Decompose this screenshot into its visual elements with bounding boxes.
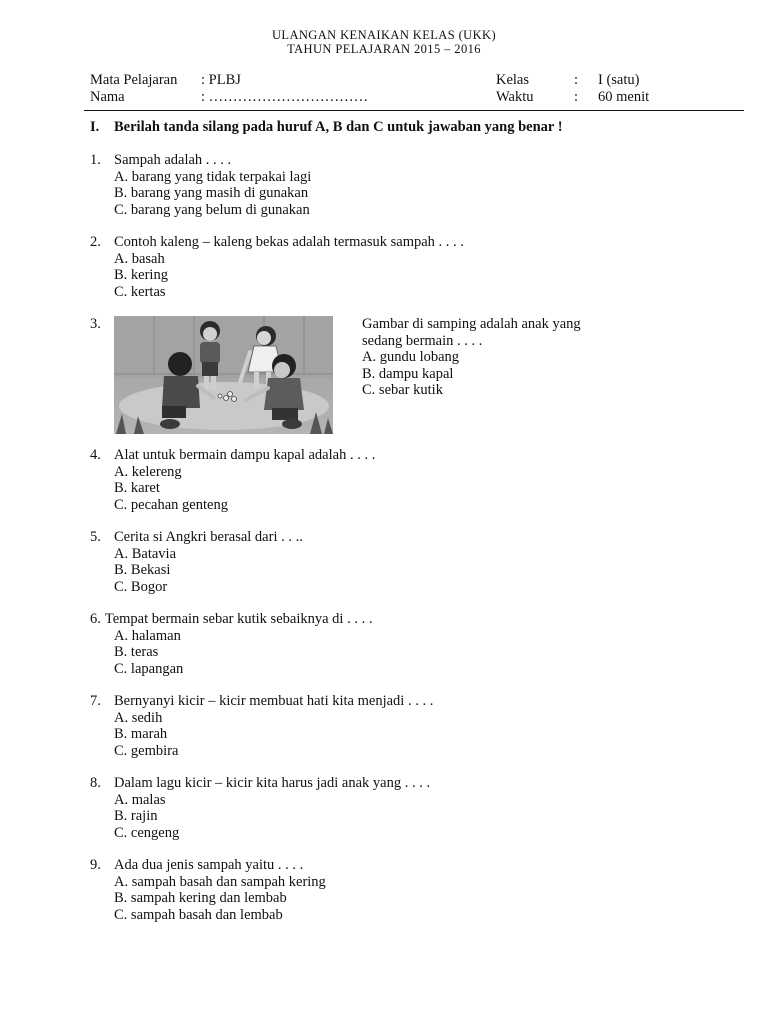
option-b[interactable]: B. teras (114, 644, 159, 660)
question-text: Alat untuk bermain dampu kapal adalah . . . . (114, 447, 376, 463)
question-text: Bernyanyi kicir – kicir membuat hati kita menjadi . . . . (114, 693, 434, 709)
option-b[interactable]: B. marah (114, 726, 168, 742)
option-c[interactable]: C. pecahan genteng (114, 496, 228, 513)
option-a[interactable]: A. sedih (114, 709, 163, 726)
option-c[interactable]: C. sampah basah dan lembab (114, 906, 283, 923)
question-number: 3. (90, 316, 101, 332)
option-a[interactable]: A. kelereng (114, 463, 182, 480)
question-number: 8. (90, 775, 101, 791)
option-a[interactable]: A. gundu lobang (362, 349, 460, 365)
option-a[interactable]: A. halaman (114, 627, 181, 644)
exam-subtitle: TAHUN PELAJARAN 2015 – 2016 (287, 42, 481, 56)
question-2 (90, 234, 464, 300)
section-number: I. (90, 119, 100, 135)
question-text-line2: sedang bermain . . . . (362, 332, 483, 349)
question-number: 1. (90, 152, 101, 168)
option-b[interactable]: B. kering (114, 267, 168, 283)
time-colon: : (574, 89, 579, 105)
option-c[interactable]: C. cengeng (114, 824, 180, 841)
name-label: Nama (90, 89, 125, 105)
option-b[interactable]: B. sampah kering dan lembab (114, 890, 287, 906)
option-b[interactable]: B. barang yang masih di gunakan (114, 185, 309, 201)
option-a[interactable]: A. basah (114, 250, 165, 267)
question-number: 7. (90, 693, 101, 709)
section-instruction (90, 119, 563, 136)
question-9 (90, 857, 326, 923)
question-text: Tempat bermain sebar kutik sebaiknya di . . . . (104, 611, 373, 627)
option-b[interactable]: B. dampu kapal (362, 365, 454, 382)
question-number: 6. (90, 611, 101, 627)
header-divider (84, 110, 744, 111)
question-number: 4. (90, 447, 101, 463)
children-playing-illustration (114, 316, 333, 434)
instruction-text: Berilah tanda silang pada huruf A, B dan C untuk jawaban yang benar ! (114, 119, 563, 135)
question-3-text (362, 316, 581, 399)
question-number: 2. (90, 234, 101, 250)
option-a[interactable]: A. malas (114, 791, 166, 808)
question-3 (90, 316, 114, 333)
question-text: Cerita si Angkri berasal dari . . .. (114, 529, 303, 545)
class-colon: : (574, 72, 579, 88)
question-text: Dalam lagu kicir – kicir kita harus jadi anak yang . . . . (114, 775, 431, 791)
question-number: 5. (90, 529, 101, 545)
question-text-line1: Gambar di samping adalah anak yang (362, 316, 581, 332)
question-4 (90, 447, 375, 513)
subject-label: Mata Pelajaran (90, 72, 178, 88)
time-label: Waktu (496, 89, 534, 105)
option-b[interactable]: B. rajin (114, 808, 158, 824)
option-c[interactable]: C. Bogor (114, 578, 168, 595)
name-value: : …………………………… (201, 89, 369, 105)
question-text: Ada dua jenis sampah yaitu . . . . (114, 857, 304, 873)
option-a[interactable]: A. barang yang tidak terpakai lagi (114, 168, 312, 185)
question-5 (90, 529, 303, 595)
option-b[interactable]: B. Bekasi (114, 562, 171, 578)
question-1 (90, 152, 311, 218)
option-a[interactable]: A. Batavia (114, 545, 177, 562)
option-c[interactable]: C. gembira (114, 742, 179, 759)
option-c[interactable]: C. sebar kutik (362, 382, 443, 398)
subject-value: : PLBJ (201, 72, 241, 88)
question-6 (90, 611, 372, 677)
question-text: Sampah adalah . . . . (114, 152, 232, 168)
option-a[interactable]: A. sampah basah dan sampah kering (114, 873, 326, 890)
option-b[interactable]: B. karet (114, 480, 160, 496)
option-c[interactable]: C. barang yang belum di gunakan (114, 201, 310, 218)
question-text: Contoh kaleng – kaleng bekas adalah termasuk sampah . . . . (114, 234, 464, 250)
question-8 (90, 775, 430, 841)
time-value: 60 menit (598, 89, 650, 105)
exam-title: ULANGAN KENAIKAN KELAS (UKK) (271, 28, 497, 42)
question-7 (90, 693, 433, 759)
option-c[interactable]: C. kertas (114, 283, 166, 300)
option-c[interactable]: C. lapangan (114, 660, 184, 677)
class-label: Kelas (496, 72, 530, 88)
question-number: 9. (90, 857, 101, 873)
class-value: I (satu) (598, 72, 640, 88)
